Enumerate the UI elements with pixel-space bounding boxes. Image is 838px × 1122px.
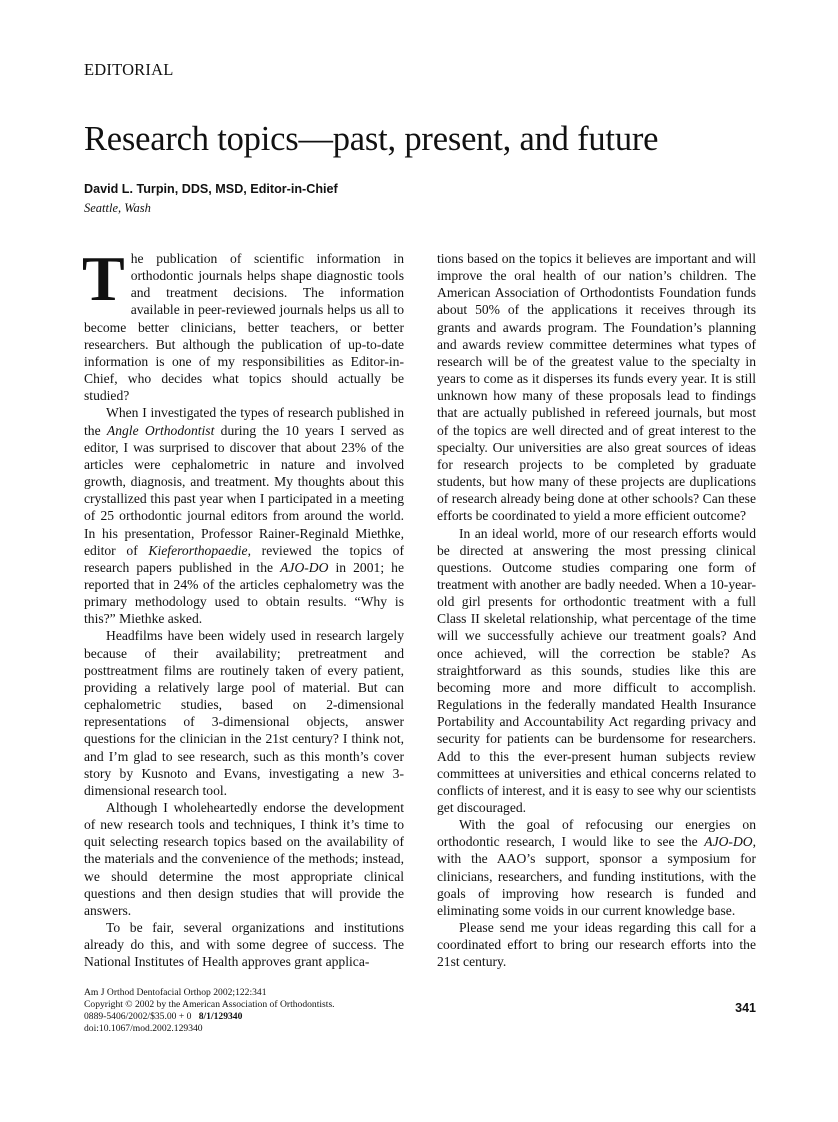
paragraph-text: To be fair, several organizations and institutions already do this, and with some degree of success. The National Institutes of Health approves grant applica-	[84, 920, 404, 970]
paragraph-text: in 2001; he reported that in 24% of the articles cephalometry was the primary methodology used to obtain results. “Why is this?” Miethke asked.	[84, 559, 404, 627]
footnote	[84, 987, 404, 1036]
paragraph	[437, 816, 756, 919]
paragraph	[84, 799, 404, 919]
article-title: Research topics—past, present, and future	[84, 120, 659, 158]
left-column	[82, 243, 404, 1035]
paragraph-text: Headfilms have been widely used in research largely because of their availability; pretreatment and posttreatment films are routinely taken of every patient, providing a relatively large pool of material. But can cephalometric studies, based on 2-dimensional representations of 3-dimensional objects, answer questions for the clinician in the 21st century? I think not, and I’m glad to see research, such as this month’s cover story by Kusnoto and Evans, investigating a new 3-dimensional research tool.	[84, 628, 404, 798]
author-affiliation: Seattle, Wash	[84, 201, 151, 215]
issn-line	[84, 1011, 404, 1023]
issn: 0889-5406/2002/$35.00 + 0	[84, 1010, 192, 1022]
paragraph-text: When I investigated the types of research published in the	[84, 405, 404, 438]
paragraph-text: during the 10 years I served as editor, I was surprised to discover that about 23% of the articles were cephalometric in nature and involved growth, diagnosis, and treatment. My thoughts about this crystallized this past year when I participated in a meeting of 25 orthodontic journal editors from around the world. In his presentation, Professor Rainer-Reginald Miethke, editor of	[84, 422, 404, 558]
paragraph-text: Although I wholeheartedly endorse the development of new research tools and techniques, I think it’s time to quit selecting research topics based on the availability of the materials and the convenience of the methods; instead, we should determine the most appropriate clinical questions and then design studies that will provide the answers.	[84, 800, 404, 918]
doi: doi:10.1067/mod.2002.129340	[84, 1023, 203, 1035]
paragraph-text: , with the AAO’s support, sponsor a symposium for clinicians, researchers, and funding institutions, with the goals of improving how research is funded and eliminating some voids in our current knowledge base.	[437, 834, 756, 918]
paragraph	[84, 919, 404, 970]
paragraph	[437, 919, 756, 970]
paragraph	[82, 243, 404, 404]
paragraph-text: he publication of scientific information in orthodontic journals helps shape diagnostic tools and treatment decisions. The information available in peer-reviewed journals helps us all to become better clinicians, better teachers, or better researchers. But although the publication of up-to-date information is one of my responsibilities as Editor-in-Chief, who decides what topics should actually be studied?	[84, 251, 404, 404]
paragraph	[437, 250, 756, 525]
paragraph	[437, 525, 756, 817]
left-paragraphs	[82, 243, 404, 971]
paragraph-text: In an ideal world, more of our research efforts would be directed at answering the most pressing clinical questions. Outcome studies comparing one form of treatment with another are badly needed. When a 10-year-old girl presents for orthodontic treatment with a full Class II skeletal relationship, what percentage of the time will we successfully achieve our treatment goals? And once achieved, will the correction be stable? As straightforward as this sounds, studies like this are becoming more and more difficult to accomplish. Regulations in the federally mandated Health Insurance Portability and Accountability Act regarding privacy and security for patients can be burdensome for researchers. Add to this the ever-present human subjects review committees at universities and ethical concerns related to conflicts of interest, and it is easy to see why our scientists get discouraged.	[437, 525, 756, 815]
paragraph-text: With the goal of refocusing our energies on orthodontic research, I would like to see the	[437, 817, 756, 850]
author-name: David L. Turpin, DDS, MSD, Editor-in-Chief	[84, 182, 338, 196]
paragraph-text: , reviewed the topics of research papers published in the	[84, 542, 404, 575]
paragraph	[84, 404, 404, 627]
right-column	[437, 250, 756, 1016]
drop-cap: T	[82, 243, 125, 314]
section-label: EDITORIAL	[84, 60, 174, 79]
page-number: 341	[735, 1000, 756, 1015]
paragraph	[84, 627, 404, 799]
paragraph-text: Please send me your ideas regarding this call for a coordinated effort to bring our research efforts into the 21st century.	[437, 920, 756, 970]
article-code: 8/1/129340	[198, 1010, 243, 1022]
citation: Am J Orthod Dentofacial Orthop 2002;122:341	[84, 986, 267, 998]
right-paragraphs	[437, 250, 756, 971]
paragraph-text: tions based on the topics it believes are important and will improve the oral health of our nation’s children. The American Association of Orthodontists Foundation funds about 50% of the applications it receives through its grants and awards program. The Foundation’s planning and awards review committee determines what types of research will be of the greatest value to the specialty in years to come as it disperses its funds every year. It is still unknown how many of these proposals lead to findings that are actually published in refereed journals, but most of the topics are well directed and of great interest to the specialty. Our universities are also great sources of ideas for research projects to be completed by graduate students, but how many of these projects are duplications of research already being done at other schools? Can these efforts be coordinated to yield a more efficient outcome?	[437, 251, 756, 524]
italic-text: AJO-DO	[280, 559, 329, 575]
italic-text: Kieferorthopaedie	[148, 542, 248, 558]
italic-text: Angle Orthodontist	[106, 422, 215, 438]
copyright: Copyright © 2002 by the American Association of Orthodontists.	[84, 998, 335, 1010]
italic-text: AJO-DO	[704, 834, 753, 850]
